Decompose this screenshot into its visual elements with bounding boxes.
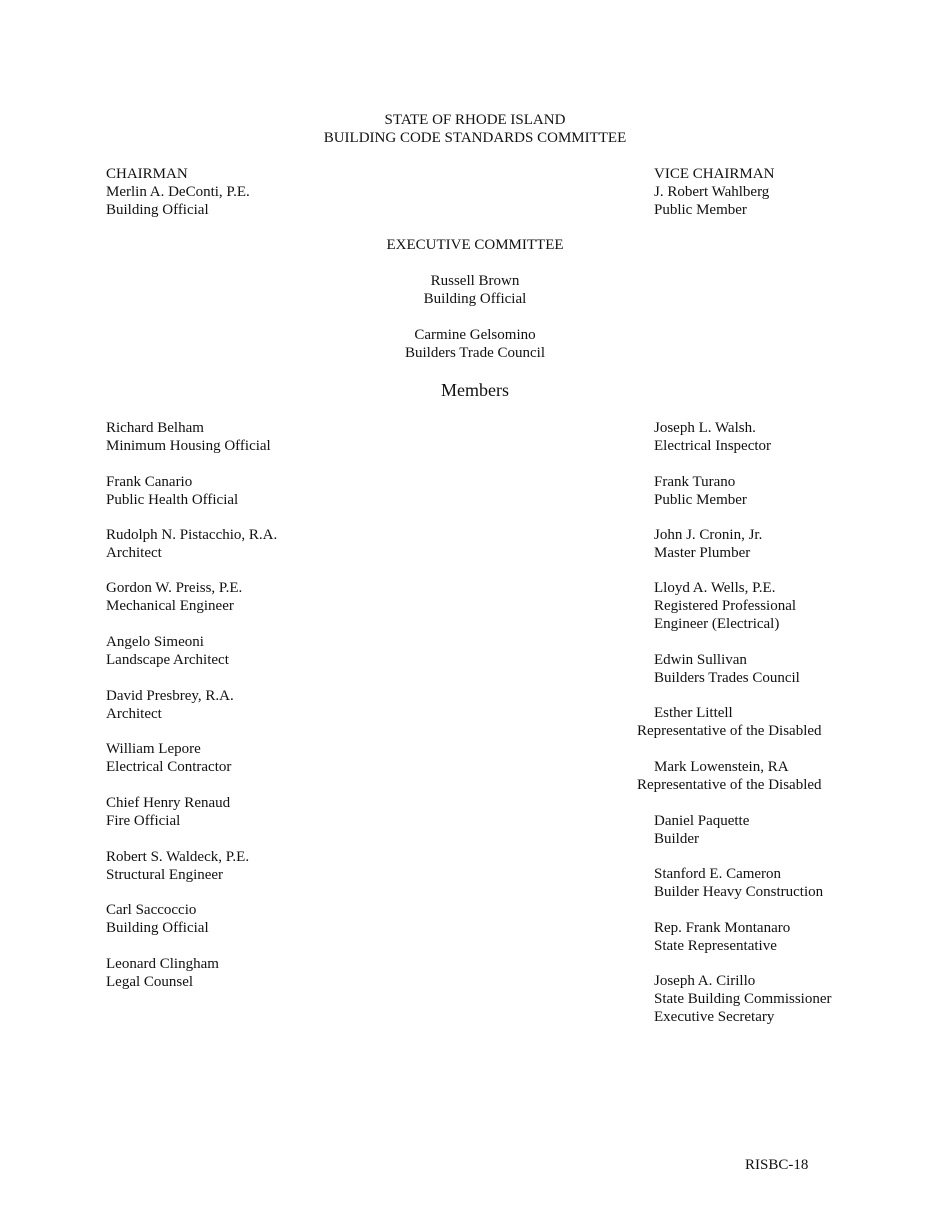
left-member bbox=[106, 901, 209, 937]
right-member bbox=[654, 651, 800, 687]
chairman-name: Merlin A. DeConti, P.E. bbox=[106, 184, 250, 200]
page-footer bbox=[745, 1156, 808, 1174]
executive-member-role: Builders Trade Council bbox=[404, 345, 545, 361]
vice-chairman-title: VICE CHAIRMAN bbox=[654, 166, 775, 182]
member-role: Builders Trades Council bbox=[654, 670, 800, 686]
members-heading-text: Members bbox=[441, 380, 509, 400]
member-role: Registered Professional bbox=[654, 598, 797, 614]
member-name: Mark Lowenstein, RA bbox=[654, 759, 789, 775]
right-member bbox=[654, 526, 762, 562]
right-member bbox=[637, 758, 822, 794]
member-role: State Representative bbox=[654, 938, 777, 954]
member-name: Gordon W. Preiss, P.E. bbox=[106, 580, 243, 596]
member-role: Electrical Inspector bbox=[654, 438, 772, 454]
member-role: State Building Commissioner bbox=[654, 991, 832, 1007]
member-role-continued: Engineer (Electrical) bbox=[654, 616, 780, 632]
member-name: Richard Belham bbox=[106, 420, 204, 436]
document-header bbox=[0, 111, 950, 147]
executive-member-name: Carmine Gelsomino bbox=[414, 327, 536, 343]
member-role: Builder bbox=[654, 831, 699, 847]
member-name: William Lepore bbox=[106, 741, 201, 757]
right-member bbox=[637, 704, 822, 740]
member-role: Structural Engineer bbox=[106, 867, 224, 883]
right-member bbox=[654, 419, 771, 455]
member-role: Public Health Official bbox=[106, 492, 239, 508]
member-role-continued: Executive Secretary bbox=[654, 1009, 775, 1025]
member-name: Esther Littell bbox=[654, 705, 733, 721]
right-member bbox=[654, 579, 796, 633]
chairman-block bbox=[106, 165, 250, 219]
left-member bbox=[106, 955, 219, 991]
left-member bbox=[106, 526, 277, 562]
member-name: John J. Cronin, Jr. bbox=[654, 527, 763, 543]
member-role: Representative of the Disabled bbox=[637, 777, 822, 793]
member-name: Joseph A. Cirillo bbox=[654, 973, 756, 989]
member-name: Robert S. Waldeck, P.E. bbox=[106, 849, 250, 865]
executive-member-name: Russell Brown bbox=[430, 273, 520, 289]
member-name: Rudolph N. Pistacchio, R.A. bbox=[106, 527, 278, 543]
chairman-role: Building Official bbox=[106, 202, 209, 218]
chairman-title: CHAIRMAN bbox=[106, 166, 188, 182]
right-member bbox=[654, 473, 747, 509]
left-member bbox=[106, 794, 230, 830]
left-member bbox=[106, 473, 238, 509]
member-name: Leonard Clingham bbox=[106, 956, 219, 972]
member-role: Builder Heavy Construction bbox=[654, 884, 824, 900]
member-name: Joseph L. Walsh. bbox=[654, 420, 756, 436]
left-member bbox=[106, 419, 271, 455]
executive-heading-text: EXECUTIVE COMMITTEE bbox=[386, 237, 564, 253]
member-name: David Presbrey, R.A. bbox=[106, 688, 234, 704]
member-name: Stanford E. Cameron bbox=[654, 866, 782, 882]
vice-chairman-block bbox=[654, 165, 774, 219]
executive-member bbox=[0, 272, 950, 308]
left-member bbox=[106, 687, 234, 723]
member-role: Architect bbox=[106, 545, 162, 561]
right-member bbox=[654, 972, 832, 1026]
member-role: Master Plumber bbox=[654, 545, 751, 561]
executive-committee-heading bbox=[0, 236, 950, 254]
member-name: Frank Canario bbox=[106, 474, 193, 490]
right-member bbox=[654, 812, 749, 848]
member-name: Angelo Simeoni bbox=[106, 634, 204, 650]
member-role: Minimum Housing Official bbox=[106, 438, 271, 454]
document-code: RISBC-18 bbox=[745, 1157, 809, 1173]
left-member bbox=[106, 633, 229, 669]
member-name: Daniel Paquette bbox=[654, 813, 750, 829]
member-role: Architect bbox=[106, 706, 162, 722]
member-role: Representative of the Disabled bbox=[637, 723, 822, 739]
vice-chairman-name: J. Robert Wahlberg bbox=[654, 184, 770, 200]
member-role: Electrical Contractor bbox=[106, 759, 232, 775]
member-name: Lloyd A. Wells, P.E. bbox=[654, 580, 776, 596]
vice-chairman-role: Public Member bbox=[654, 202, 747, 218]
member-role: Landscape Architect bbox=[106, 652, 229, 668]
member-name: Chief Henry Renaud bbox=[106, 795, 231, 811]
executive-member bbox=[0, 326, 950, 362]
member-role: Fire Official bbox=[106, 813, 181, 829]
header-committee: BUILDING CODE STANDARDS COMMITTEE bbox=[323, 130, 627, 146]
left-member bbox=[106, 579, 242, 615]
left-member bbox=[106, 740, 231, 776]
right-member bbox=[654, 919, 790, 955]
member-role: Legal Counsel bbox=[106, 974, 194, 990]
executive-member-role: Building Official bbox=[423, 291, 527, 307]
member-name: Frank Turano bbox=[654, 474, 736, 490]
member-role: Mechanical Engineer bbox=[106, 598, 234, 614]
member-role: Building Official bbox=[106, 920, 209, 936]
member-name: Edwin Sullivan bbox=[654, 652, 747, 668]
member-name: Carl Saccoccio bbox=[106, 902, 197, 918]
member-name: Rep. Frank Montanaro bbox=[654, 920, 791, 936]
member-role: Public Member bbox=[654, 492, 747, 508]
members-heading bbox=[0, 380, 950, 400]
left-member bbox=[106, 848, 249, 884]
right-member bbox=[654, 865, 823, 901]
header-state: STATE OF RHODE ISLAND bbox=[384, 112, 566, 128]
